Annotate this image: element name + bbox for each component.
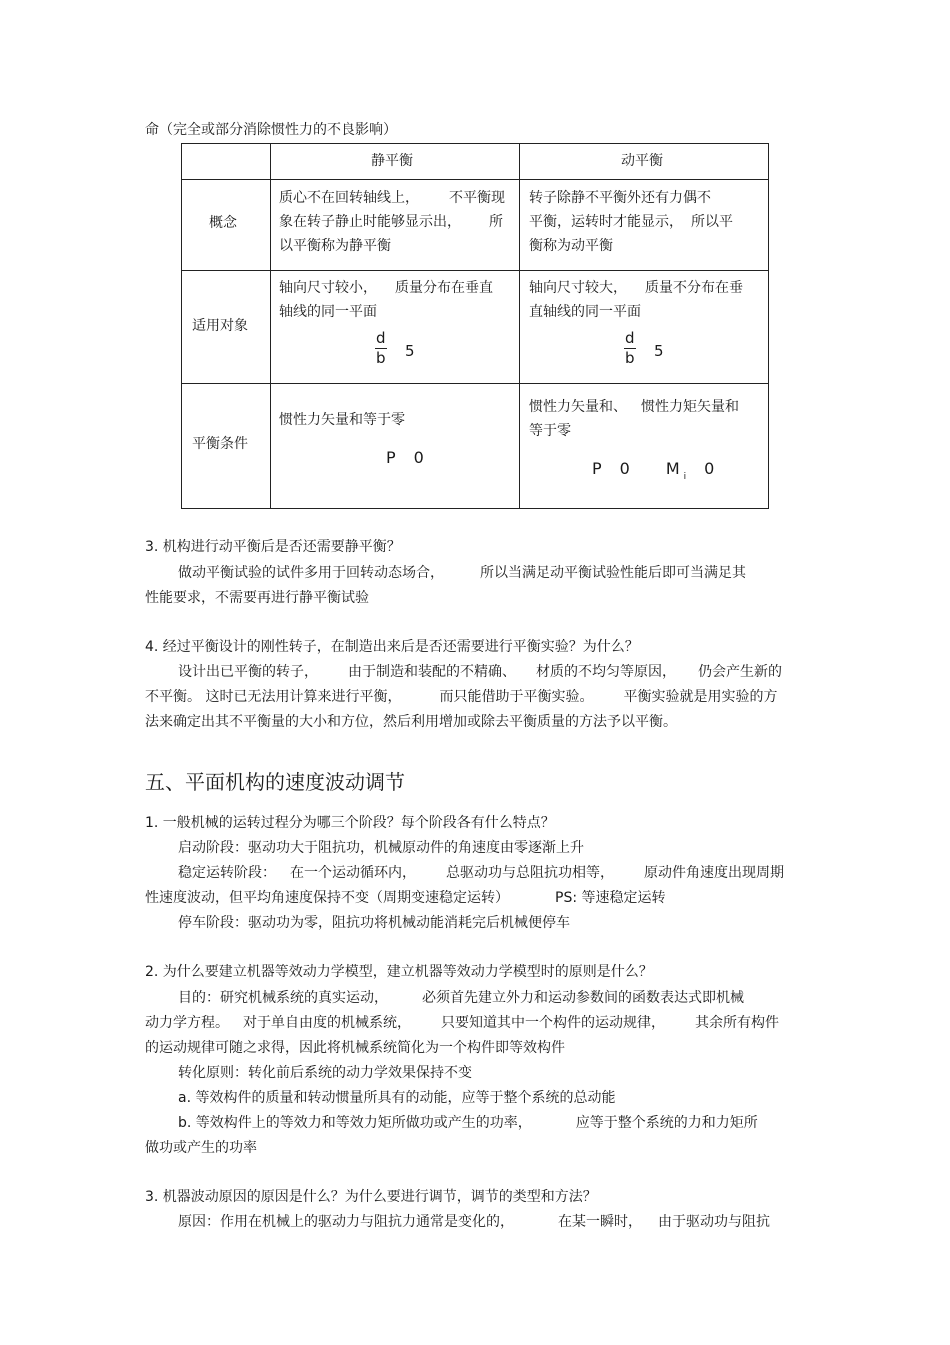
concept-static-line: 象在转子静止时能够显示出， 所: [279, 214, 503, 230]
dynamic-condition-formula: [592, 459, 715, 482]
paragraph-line: 稳定运转阶段： 在一个运动循环内， 总驱动功与总阻抗功相等， 原动件角速度出现周期: [178, 865, 784, 881]
concept-static-line: 以平衡称为静平衡: [279, 238, 391, 254]
object-static-line: 轴线的同一平面: [279, 304, 377, 320]
static-ratio-fraction: [375, 331, 389, 371]
concept-static-line: 质心不在回转轴线上， 不平衡现: [279, 190, 505, 206]
fraction-denominator: b: [376, 349, 386, 367]
formula-value: 0: [619, 459, 630, 478]
condition-dynamic-line: 等于零: [529, 423, 571, 439]
formula-variable: M: [665, 459, 680, 478]
table-rule: [181, 143, 182, 509]
row-label-balance-condition: 平衡条件: [192, 436, 248, 452]
intro-text: 命（完全或部分消除惯性力的不良影响）: [145, 122, 397, 138]
formula-value: 0: [704, 459, 715, 478]
fraction-denominator: b: [625, 349, 635, 367]
paragraph-line: 性能要求，不需要再进行静平衡试验: [145, 590, 369, 606]
row-label-concept: 概念: [209, 215, 237, 231]
question-title: 3. 机器波动原因的原因是什么？为什么要进行调节，调节的类型和方法？: [145, 1189, 597, 1205]
header-dynamic-balance: 动平衡: [621, 153, 663, 169]
paragraph-line: 的运动规律可随之求得，因此将机械系统简化为一个构件即等效构件: [145, 1040, 565, 1056]
object-dynamic-line: 轴向尺寸较大， 质量不分布在垂: [529, 280, 743, 296]
paragraph-line: 设计出已平衡的转子， 由于制造和装配的不精确、 材质的不均匀等原因， 仍会产生新的: [178, 664, 782, 680]
paragraph-line: 转化原则：转化前后系统的动力学效果保持不变: [178, 1065, 472, 1081]
static-ratio-value: 5: [405, 342, 415, 360]
formula-subscript: i: [683, 472, 687, 482]
balance-comparison-table: [181, 143, 769, 509]
section-heading: 五、平面机构的速度波动调节: [145, 770, 405, 794]
static-condition-formula: [386, 448, 424, 467]
formula-value: 0: [413, 448, 424, 467]
header-static-balance: 静平衡: [371, 153, 413, 169]
condition-static-line: 惯性力矢量和等于零: [279, 412, 405, 428]
paragraph-line: 做动平衡试验的试件多用于回转动态场合， 所以当满足动平衡试验性能后即可当满足其: [178, 565, 746, 581]
paragraph-line: 目的：研究机械系统的真实运动， 必须首先建立外力和运动参数间的函数表达式即机械: [178, 990, 744, 1006]
object-static-line: 轴向尺寸较小， 质量分布在垂直: [279, 280, 493, 296]
table-rule: [768, 143, 769, 509]
fraction-numerator: d: [625, 329, 635, 347]
concept-dynamic-line: 衡称为动平衡: [529, 238, 613, 254]
paragraph-line: 启动阶段：驱动功大于阻抗功，机械原动件的角速度由零逐渐上升: [178, 840, 584, 856]
concept-dynamic-line: 平衡，运转时才能显示， 所以平: [529, 214, 733, 230]
question-title: 2. 为什么要建立机器等效动力学模型，建立机器等效动力学模型时的原则是什么？: [145, 964, 653, 980]
paragraph-line: 法来确定出其不平衡量的大小和方位，然后利用增加或除去平衡质量的方法予以平衡。: [145, 714, 677, 730]
concept-dynamic-line: 转子除静不平衡外还有力偶不: [529, 190, 711, 206]
fraction-numerator: d: [376, 329, 386, 347]
table-rule: [270, 143, 271, 509]
condition-dynamic-line: 惯性力矢量和、 惯性力矩矢量和: [529, 399, 739, 415]
question-title: 3. 机构进行动平衡后是否还需要静平衡？: [145, 539, 401, 555]
paragraph-line: 动力学方程。 对于单自由度的机械系统， 只要知道其中一个构件的运动规律， 其余所有构件: [145, 1015, 779, 1031]
object-dynamic-line: 直轴线的同一平面: [529, 304, 641, 320]
question-title: 1. 一般机械的运转过程分为哪三个阶段？每个阶段各有什么特点？: [145, 815, 555, 831]
formula-variable: P: [386, 448, 396, 467]
paragraph-line: 做功或产生的功率: [145, 1140, 257, 1156]
paragraph-line: 不平衡。 这时已无法用计算来进行平衡， 而只能借助于平衡实验。 平衡实验就是用实验的方: [145, 689, 778, 705]
dynamic-ratio-fraction: [624, 331, 638, 371]
row-label-applicable-object: 适用对象: [192, 318, 248, 334]
question-title: 4. 经过平衡设计的刚性转子，在制造出来后是否还需要进行平衡实验？为什么？: [145, 639, 639, 655]
paragraph-line: 原因：作用在机械上的驱动力与阻抗力通常是变化的， 在某一瞬时， 由于驱动功与阻抗: [178, 1214, 770, 1230]
formula-variable: P: [592, 459, 602, 478]
paragraph-line: 性速度波动，但平均角速度保持不变（周期变速稳定运转） PS: 等速稳定运转: [145, 890, 666, 906]
table-rule: [519, 143, 520, 509]
paragraph-line: b. 等效构件上的等效力和等效力矩所做功或产生的功率， 应等于整个系统的力和力矩所: [178, 1115, 758, 1131]
paragraph-line: 停车阶段：驱动功为零，阻抗功将机械动能消耗完后机械便停车: [178, 915, 570, 931]
paragraph-line: a. 等效构件的质量和转动惯量所具有的动能，应等于整个系统的总动能: [178, 1090, 616, 1106]
dynamic-ratio-value: 5: [654, 342, 664, 360]
